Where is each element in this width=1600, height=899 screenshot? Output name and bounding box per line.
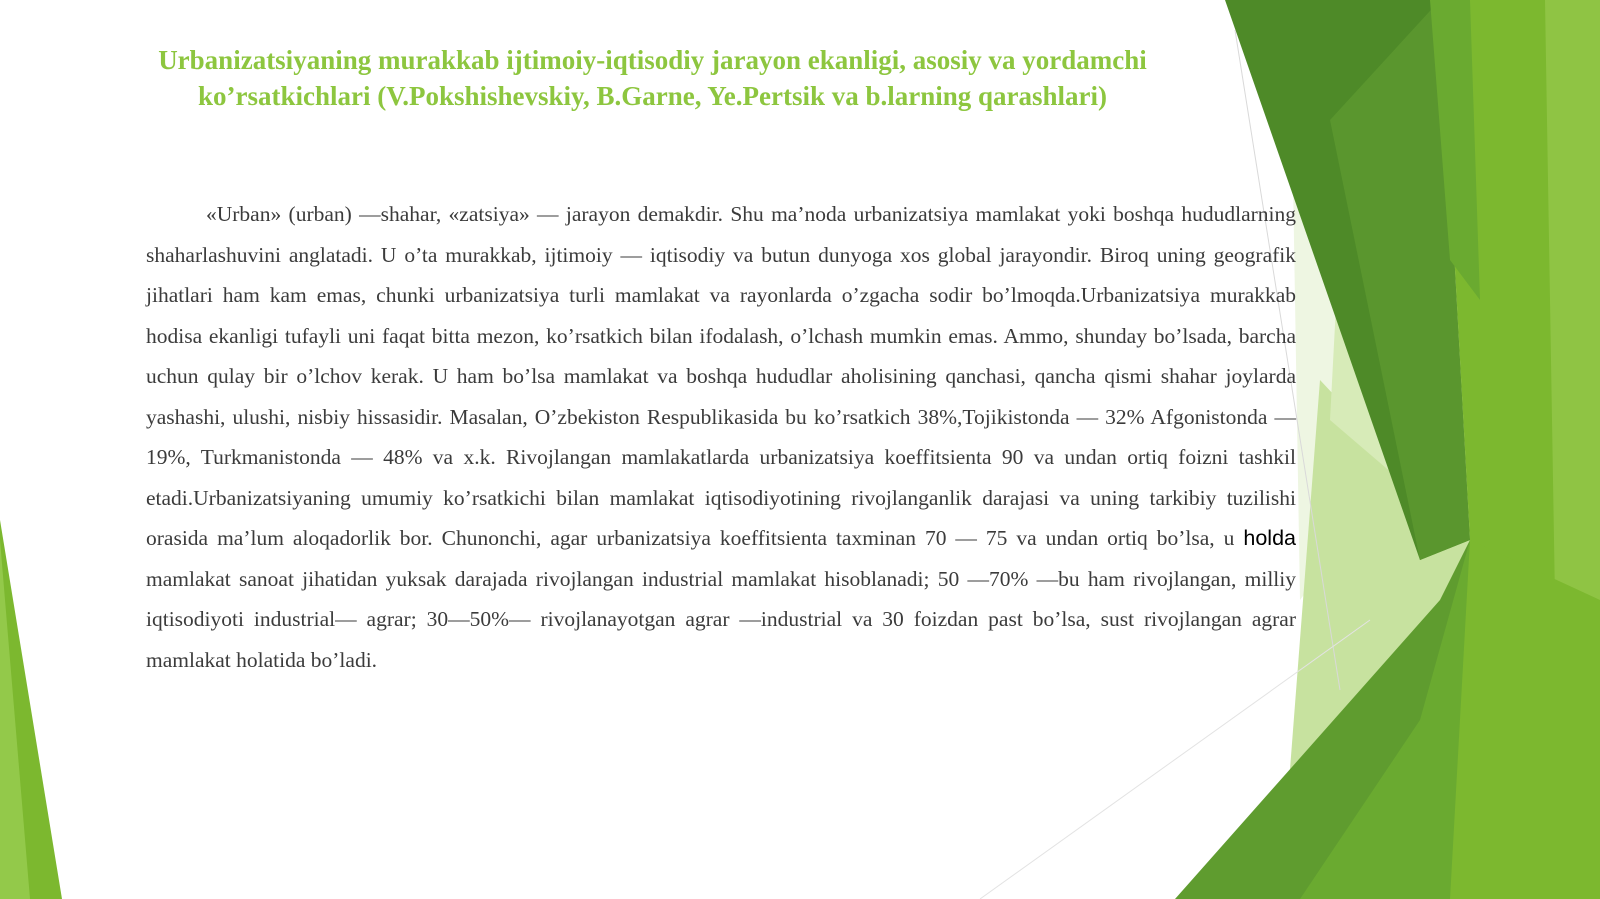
- body-text-emphasis: holda: [1243, 526, 1296, 550]
- body-text-after: mamlakat sanoat jihatidan yuksak darajada rivojlangan industrial mamlakat hisoblanadi; 50 —70% —bu ham rivojlangan, milliy iqtisodiyoti industrial— agrar; 30—50%— rivojlanayotgan agrar —industrial va 30 foizdan past bo’lsa, sust rivojlangan agrar mamlakat holatida bo’ladi.: [146, 566, 1296, 672]
- slide-body-paragraph: [146, 194, 1296, 680]
- slide-title: Urbanizatsiyaning murakkab ijtimoiy-iqtisodiy jarayon ekanligi, asosiy va yordamchi ko’rsatkichlari (V.Pokshishevskiy, B.Garne, Ye.Pertsik va b.larning qarashlari): [158, 45, 1147, 111]
- body-text-before: «Urban» (urban) —shahar, «zatsiya» — jarayon demakdir. Shu ma’noda urbanizatsiya mamlakat yoki boshqa hududlarning shaharlashuvini anglatadi. U o’ta murakkab, ijtimoiy — iqtisodiy va butun dunyoga xos global jarayondir. Biroq uning geografik jihatlari ham kam emas, chunki urbanizatsiya turli mamlakat va rayonlarda o’zgacha sodir bo’lmoqda.Urbanizatsiya murakkab hodisa ekanligi tufayli uni faqat bitta mezon, ko’rsatkich bilan ifodalash, o’lchash mumkin emas. Ammo, shunday bo’lsada, barcha uchun qulay bir o’lchov kerak. U ham bo’lsa mamlakat va boshqa hududlar aholisining qanchasi, qancha qismi shahar joylarda yashashi, ulushi, nisbiy hissasidir. Masalan, O’zbekiston Respublikasida bu ko’rsatkich 38%,Tojikistonda — 32% Afgonistonda — 19%, Turkmanistonda — 48% va x.k. Rivojlangan mamlakatlarda urbanizatsiya koeffitsienta 90 va undan ortiq foizni tashkil etadi.Urbanizatsiyaning umumiy ko’rsatkichi bilan mamlakat iqtisodiyotining rivojlanganlik darajasi va uning tarkibiy tuzilishi orasida ma’lum aloqadorlik bor. Chunonchi, agar urbanizatsiya koeffitsienta taxminan 70 — 75 va undan ortiq bo’lsa, u: [146, 202, 1296, 550]
